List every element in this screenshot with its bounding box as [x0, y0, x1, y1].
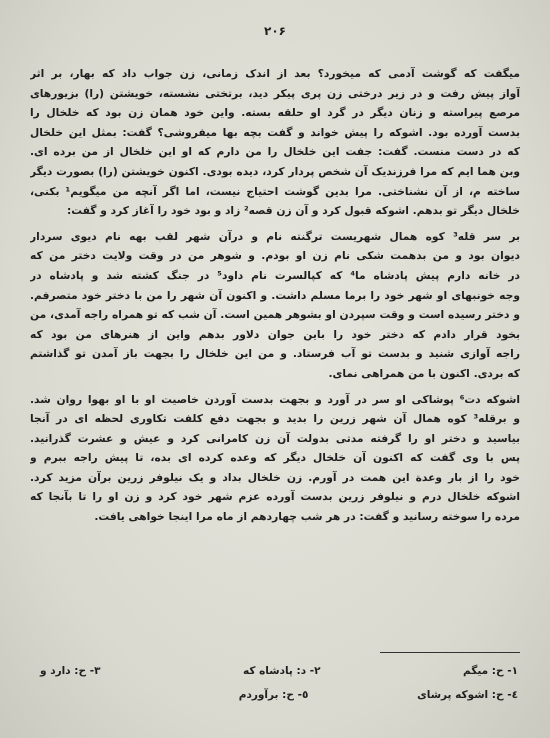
footnote: ٥- ح: برآوردم [238, 689, 309, 701]
text-line: خلخال دیگر تو بدهم. اشوکه قبول کرد و آن زن قصه² زاد و بود خود را آغاز کرد و گفت: [67, 204, 520, 218]
text-line: پس با وی گفت که اکنون آن خلخال دیگر که وعده کرده ای بده، تا پیش راجه ببرم و [30, 451, 520, 465]
text-line: که در دست منست. گفت: جفت این خلخال را من دارم که او این خلخال از من برده ای. [30, 145, 520, 159]
paragraph-1 [30, 64, 520, 221]
body-text [30, 64, 520, 527]
text-line: اشوکه دت⁶ پوشاکی او سر در آورد و بجهت بدست آوردن خاصیت او با او بهوا روان شد. [30, 392, 520, 406]
text-line: مرصع پیراسته و زنان دیگر در گرد او حلقه بسته. واین خود همان زن بود که خلخال را [30, 106, 520, 120]
text-line: وجه خونبهای او شهر خود را برما مسلم داشت. و اکنون آن شهر را من با دختر خود متصرفم. [30, 288, 520, 302]
footnote: ٤- ح: اشوکه پرشای [417, 689, 518, 701]
text-line: بر سر قله³ کوه همال شهریست ترگنته نام و درآن شهر لقب بهه نام دیوی سردار [30, 229, 520, 243]
footnote-row [40, 683, 518, 707]
footnote-row [40, 659, 518, 683]
footnote: ۳- ح: دارد و [40, 665, 101, 677]
footnote: ۱- ح: میگم [463, 665, 518, 677]
text-line: دیوان بود و من بدهمت شکی نام زن او بودم. و شوهر من در وقت ولایت دختر من که [30, 249, 520, 263]
text-line: اشوکه خلخال درم و نیلوفر زرین بدست آورده عزم شهر خود کرد و زن او را تا بآنجا که [30, 490, 520, 504]
text-line: راجه آوازی شنید و بدست تو آب فرستاد. و من این خلخال را بجهت باز آمدن تو گذاشتم [30, 347, 520, 361]
footnote [40, 683, 130, 707]
paragraph-3 [30, 390, 520, 527]
text-line: آواز پیش رفت و در زیر درختی زن پری پیکر دید، برتختی نشسته، خویشتن (را) بزیورهای [30, 86, 520, 100]
text-line: و برقله³ کوه همال آن شهر زرین را بدید و بجهت دفع کلفت تکاوری لحظه ای در آنجا [30, 412, 520, 426]
page-number: ۲۰۶ [264, 24, 286, 38]
text-line: خود را از بار وعدة این همت در آورم. زن خلخال بداد و یک نیلوفر زرین برآن مزید کرد. [30, 470, 520, 484]
text-line: مرده را سوخته رسانید و گفت: در هر شب چهاردهم از ماه مرا اینجا خواهی یافت. [94, 510, 520, 524]
footnote-divider [380, 652, 520, 653]
text-line: که بردی. اکنون با من همراهی نمای. [328, 366, 520, 380]
text-line: بخود قرار دادم که دختر خود را باین جوان دلاور بدهم واین از هنرهای من بود که [30, 327, 520, 341]
text-line: در خانه دارم پیش پادشاه ما⁴ که کپالسرت نام داود⁵ در جنگ کشته شد و پادشاه در [30, 268, 520, 282]
footnotes [40, 659, 518, 707]
text-line: ساخته م، از آن نشناختی. مرا بدین گوشت احتیاج نیست، اما اگر آنچه من میگویم¹ بکنی، [30, 184, 520, 198]
paragraph-2 [30, 227, 520, 384]
text-line: میگفت که گوشت آدمی که میخورد؟ بعد از اندک زمانی، زن جواب داد که بهار، بر اثر [30, 67, 520, 80]
text-line: و دختر رسیده است و وقت سپردن او بشوهر همین است. آن شب که تو همراه راجه آمدی، من [30, 308, 520, 322]
text-line: بیاسید و دختر او را گرفته مدتی بدولت آن زن کامرانی کرد و عیش و عشرت گذرانید. [30, 431, 520, 445]
text-line: بدست آورده بود. اشوکه را پیش خواند و گفت بچه بها میفروشی؟ گفت: بمثل این خلخال [30, 125, 520, 139]
footnote: ۲- د: پادشاه که [242, 665, 321, 677]
text-line: وبن هما ایم که مرا فرزندیک آن شخص پردار کرد، دیده بودی. اکنون خویشتن (را) بصورت دیگر [30, 164, 520, 178]
